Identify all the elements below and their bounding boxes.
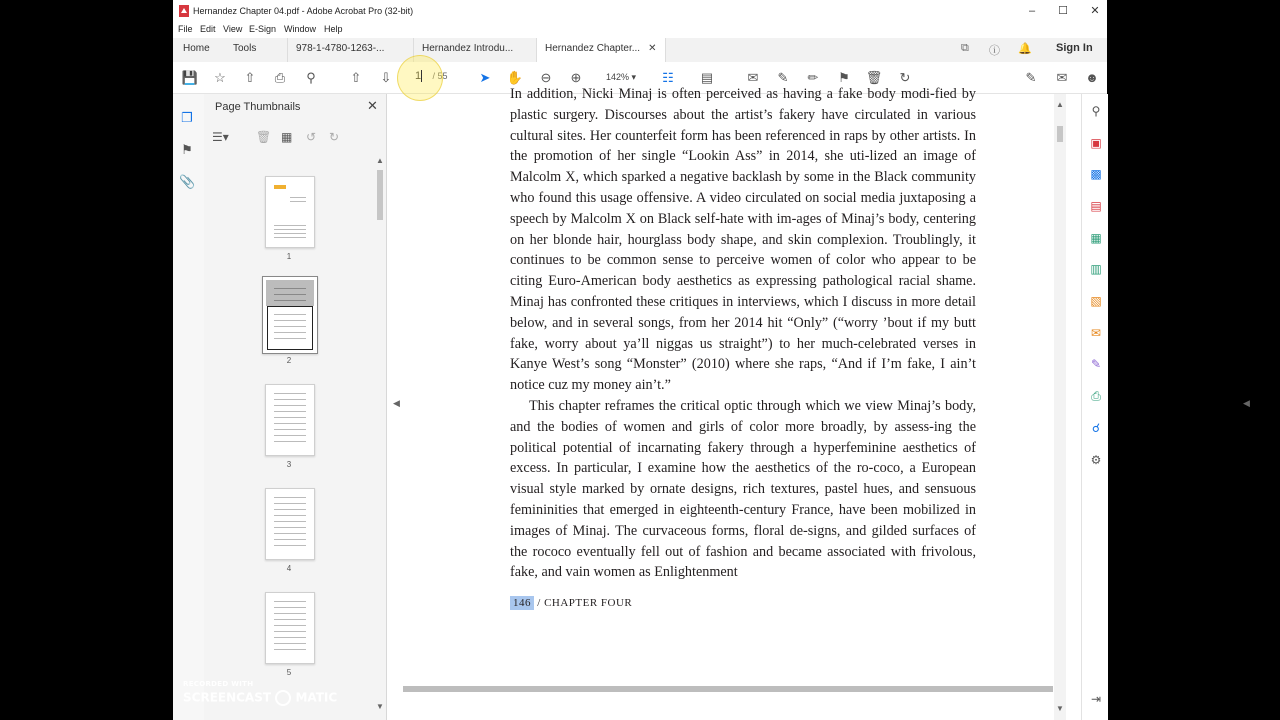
page-thumbnail[interactable] xyxy=(265,384,315,456)
thumbnails-scrollbar[interactable] xyxy=(375,156,385,712)
share-screen-icon[interactable]: ⧉ xyxy=(961,42,969,54)
close-window-button[interactable]: ✕ xyxy=(1090,5,1100,17)
page-thumbnail[interactable] xyxy=(265,488,315,560)
protect-shield-icon[interactable]: ☌ xyxy=(1091,421,1101,435)
next-page-icon[interactable]: ⇩ xyxy=(380,70,392,85)
insert-page-icon[interactable]: ▦ xyxy=(281,130,293,144)
tab-tools[interactable] xyxy=(225,38,264,62)
share-user-icon[interactable]: ☻ xyxy=(1085,70,1099,85)
window-title: Hernandez Chapter 04.pdf - Adobe Acrobat Pro (32-bit) xyxy=(193,6,414,16)
expand-right-panel-icon[interactable]: ◀ xyxy=(1243,398,1250,408)
scroll-up-icon[interactable]: ▲ xyxy=(1056,100,1064,109)
fill-sign-icon[interactable]: ✎ xyxy=(1025,70,1037,85)
page-separator: / xyxy=(432,71,436,81)
zoom-level-dropdown[interactable]: 142% ▾ xyxy=(606,72,637,82)
comment-icon[interactable]: ✉ xyxy=(747,70,759,85)
pdf-app-icon xyxy=(179,5,189,17)
menu-view[interactable]: View xyxy=(223,24,243,34)
document-view[interactable] xyxy=(387,86,1250,720)
find-icon[interactable]: ⚲ xyxy=(306,70,316,85)
zoom-out-icon[interactable]: ⊖ xyxy=(540,70,552,85)
page-fit-icon[interactable]: ☷ xyxy=(662,70,674,85)
page-footer xyxy=(510,597,632,609)
cursor-highlight xyxy=(397,55,443,101)
tab-home-label: Home xyxy=(183,43,210,54)
thumbnail-page-number: 1 xyxy=(286,252,292,261)
scroll-down-icon[interactable]: ▼ xyxy=(376,702,384,711)
save-icon[interactable]: 💾 xyxy=(181,70,199,85)
folio-separator: / xyxy=(537,597,541,609)
search-icon[interactable]: ⚲ xyxy=(1091,104,1101,118)
page-divider xyxy=(403,686,1053,692)
current-page-input[interactable]: 1 xyxy=(414,70,422,82)
paragraph: This chapter reframes the critical optic through which we view Minaj’s body, and the bodies of women and girls of color more broadly, by assess-ing the political potential of incarnating fakery through a hyperfeminine aesthetics of excess. In particular, I examine how the aesthetics of the ro-coco, a European visual style marked by ornate designs, rich textures, pastel hues, and sensuous femininities that emerged in eighteenth-century France, have been mobilized in images of Minaj. The curvaceous forms, floral de-signs, and gilded surfaces of the rococo eventually fell out of fashion and became associated with frivolous, fake, and vain women as Enlightenment xyxy=(510,397,976,581)
page-body-text xyxy=(510,84,976,583)
sign-in-button[interactable]: Sign In xyxy=(1056,42,1093,54)
thumbnail-page-number: 2 xyxy=(286,356,292,365)
thumbnail-page-number: 5 xyxy=(286,668,292,677)
stamp-icon[interactable]: ⚑ xyxy=(838,70,850,85)
tab-tools-label: Tools xyxy=(233,43,257,54)
scroll-mode-icon[interactable]: ▤ xyxy=(700,70,714,85)
tab-bar xyxy=(173,38,1107,62)
redo-rotate-icon[interactable]: ↻ xyxy=(329,130,340,144)
thumbnails-scroll-thumb[interactable] xyxy=(377,170,383,220)
upload-cloud-icon[interactable]: ⇧ xyxy=(244,70,256,85)
tab-document-1[interactable] xyxy=(287,38,412,62)
collapse-left-panel-icon[interactable]: ◀ xyxy=(393,398,400,408)
total-pages: 55 xyxy=(437,71,448,81)
right-tools-pane xyxy=(1081,94,1108,720)
navigation-pane xyxy=(173,94,205,720)
minimize-button[interactable]: – xyxy=(1028,5,1036,17)
create-pdf-icon[interactable]: ▣ xyxy=(1090,136,1102,150)
pdf-page xyxy=(403,86,1053,686)
options-menu-icon[interactable]: ☰▾ xyxy=(212,130,229,144)
edit-pdf-icon[interactable]: ▦ xyxy=(1090,231,1102,245)
thumbnail-page-number: 3 xyxy=(286,460,292,469)
watermark-line1: RECORDED WITH xyxy=(183,680,254,688)
organize-pages-icon[interactable]: ▤ xyxy=(1090,199,1102,213)
tab-document-3-label: Hernandez Chapter... xyxy=(545,43,641,54)
document-scroll-thumb[interactable] xyxy=(1057,126,1063,142)
combine-files-icon[interactable]: ▩ xyxy=(1090,167,1102,181)
bookmark-star-icon[interactable]: ☆ xyxy=(214,70,226,85)
page-thumbnail-selected[interactable] xyxy=(262,276,318,354)
print-icon[interactable]: ⎙ xyxy=(274,70,286,85)
delete-icon[interactable]: 🗑 xyxy=(865,70,883,85)
tab-document-2-label: Hernandez Introdu... xyxy=(422,43,514,54)
page-thumbnail[interactable] xyxy=(265,592,315,664)
delete-page-icon[interactable]: 🗑 xyxy=(256,130,272,144)
acrobat-window xyxy=(173,0,1250,720)
zoom-in-icon[interactable]: ⊕ xyxy=(570,70,582,85)
close-tab-icon[interactable]: ✕ xyxy=(648,43,657,54)
attachments-paperclip-icon[interactable]: 📎 xyxy=(179,174,196,189)
hand-tool-icon[interactable]: ✋ xyxy=(506,70,524,85)
zoom-level-value: 142% xyxy=(606,72,630,82)
watermark-line3: MATIC xyxy=(295,690,338,705)
previous-page-icon[interactable]: ⇧ xyxy=(350,70,362,85)
fill-sign-tool-icon[interactable]: ▧ xyxy=(1090,294,1102,308)
page-thumbnail[interactable] xyxy=(265,176,315,248)
page-thumbnails-icon[interactable]: ❐ xyxy=(181,110,193,125)
paragraph: In addition, Nicki Minaj is often perceived as having a fake body modi-fied by plastic surgery. Discourses about the artist’s fakery have circulated in various cultural sites. Her counterfeit form has been referenced in raps by other artists. In the promotion of her single “Lookin Ass” in 2014, she uti-lized an image of Malcolm X, which sparked a negative backlash by some in the Black community who found this usage offensive. A video circulated on social media juxtaposing a speech by Malcolm X on Black self-hate with im-ages of Minaj’s body, centering on her blonde hair, hourglass body shape, and skin complexion. Troublingly, it continues to be common sense to perceive women of color who appear to be citing Euro-American body aesthetics as expressing pathological racial shame. Minaj has confronted these critiques in interviews, which I discuss in more detail below, and in several songs, from her 2014 hit “Only” (“worry ’bout if my butt fake, worry about ya’ll niggas us straight”) to her much-celebrated verses in Kanye West’s song “Monster” (2010) where she raps, “And if I’m fake, I ain’t notice cuz my money ain’t.” xyxy=(510,86,976,394)
thumbnails-panel-title: Page Thumbnails xyxy=(215,101,301,113)
menu-edit[interactable]: Edit xyxy=(200,24,216,34)
undo-rotate-icon[interactable]: ↺ xyxy=(306,130,317,144)
record-icon xyxy=(275,690,291,706)
text-cursor-icon xyxy=(421,70,422,82)
tab-document-3[interactable] xyxy=(536,38,666,62)
send-signature-icon[interactable]: ✎ xyxy=(1090,357,1102,371)
menu-esign[interactable]: E-Sign xyxy=(249,24,277,34)
close-panel-icon[interactable]: ✕ xyxy=(367,98,378,113)
tab-home[interactable] xyxy=(175,38,218,62)
watermark-line2: SCREENCAST xyxy=(183,690,272,705)
print-production-icon[interactable]: ⎙ xyxy=(1091,389,1101,403)
highlight-pen-icon[interactable]: ✎ xyxy=(777,70,789,85)
thumbnails-panel xyxy=(204,94,387,720)
page-number-highlighted: 146 xyxy=(510,596,534,610)
help-icon[interactable]: ⓘ xyxy=(989,45,1000,57)
menu-file[interactable]: File xyxy=(178,24,193,34)
draw-icon[interactable]: ✏ xyxy=(807,70,819,85)
screencast-watermark xyxy=(183,680,337,706)
scroll-down-icon[interactable]: ▼ xyxy=(1056,704,1064,713)
rotate-icon[interactable]: ↻ xyxy=(899,70,911,85)
chapter-title: CHAPTER FOUR xyxy=(544,597,633,609)
collapse-right-pane-icon[interactable]: ⇥ xyxy=(1090,692,1102,706)
more-tools-icon[interactable]: ⚙ xyxy=(1090,453,1102,467)
select-cursor-icon[interactable]: ➤ xyxy=(479,70,491,85)
comment-tool-icon[interactable]: ✉ xyxy=(1090,326,1102,340)
maximize-button[interactable]: ☐ xyxy=(1058,5,1068,17)
document-scrollbar[interactable] xyxy=(1054,94,1066,720)
thumbnail-page-number: 4 xyxy=(286,564,292,573)
email-icon[interactable]: ✉ xyxy=(1056,70,1068,85)
scroll-up-icon[interactable]: ▲ xyxy=(376,156,384,165)
tab-document-1-label: 978-1-4780-1263-... xyxy=(296,43,385,54)
export-pdf-icon[interactable]: ▥ xyxy=(1090,262,1102,276)
menu-bar xyxy=(173,22,1107,37)
menu-help[interactable]: Help xyxy=(324,24,343,34)
title-bar xyxy=(173,0,1107,22)
bookmarks-icon[interactable]: ⚑ xyxy=(181,142,193,157)
notifications-bell-icon[interactable]: 🔔 xyxy=(1018,43,1032,55)
menu-window[interactable]: Window xyxy=(284,24,317,34)
